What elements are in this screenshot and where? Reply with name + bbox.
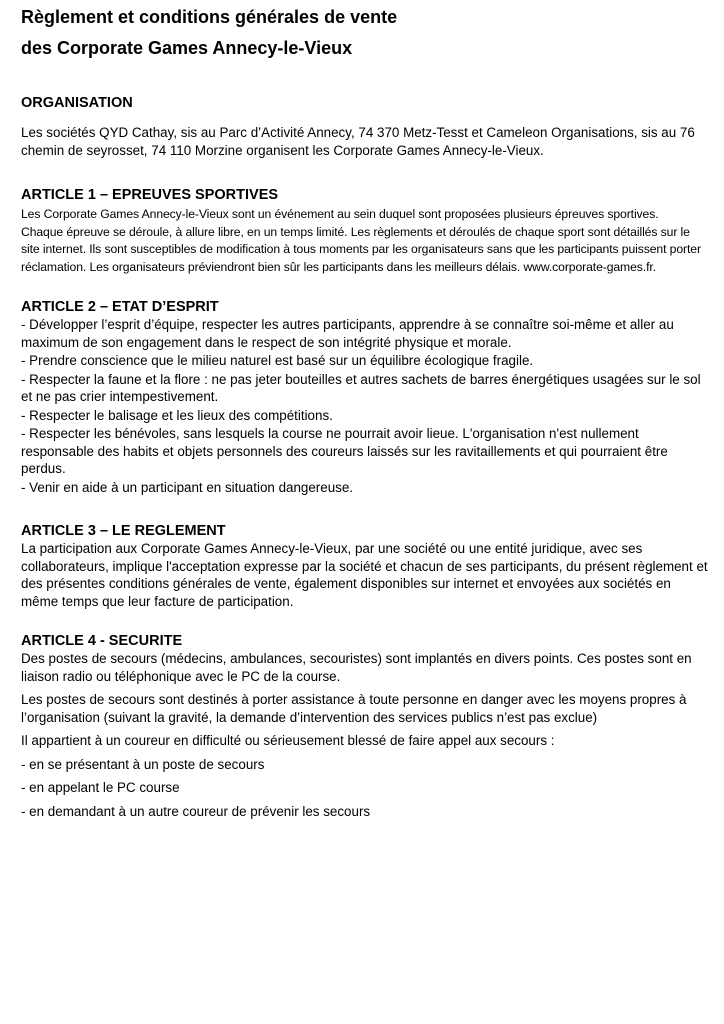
section-heading: ARTICLE 1 – EPREUVES SPORTIVES [21, 187, 279, 203]
paragraph: Les postes de secours sont destinés à porter assistance à toute personne en danger avec les moyens propres à l’organisation (suivant la gravité, la demande d’intervention des services publics n’est pas exclue) [21, 692, 687, 725]
paragraph: - Respecter le balisage et les lieux des compétitions. [21, 407, 333, 423]
paragraph: - Développer l’esprit d’équipe, respecter les autres participants, apprendre à se connaître soi-même et aller au maximum de son engagement dans le respect de son intégrité physique et morale. [21, 317, 674, 350]
paragraph: - Prendre conscience que le milieu naturel est basé sur un équilibre écologique fragile. [21, 353, 534, 368]
section-heading: ARTICLE 2 – ETAT D’ESPRIT [21, 299, 219, 315]
paragraph: - Respecter les bénévoles, sans lesquels la course ne pourrait avoir lieue. L'organisation n'est nullement responsable des habits et objets personnels des coureurs laissés sur les ravitaillements et qui pourraient être perdus. [21, 426, 668, 476]
document-title-line-1: Règlement et conditions générales de vente [21, 7, 398, 27]
paragraph: - en demandant à un autre coureur de prévenir les secours [21, 803, 371, 819]
paragraph: - Respecter la faune et la flore : ne pas jeter bouteilles et autres sachets de barres énergétiques usagées sur le sol et ne pas crier intempestivement. [21, 371, 701, 404]
paragraph: Les Corporate Games Annecy-le-Vieux sont un événement au sein duquel sont proposées plusieurs épreuves sportives. Chaque épreuve se déroule, à allure libre, en un temps limité. Les règlements et déroulés de chaque sport sont détaillés sur le site internet. Ils sont susceptibles de modification à tous moments par les organisateurs sans que les participants puissent porter réclamation. Les organisateurs préviendront bien sûr les participants dans les meilleurs délais. www.corporate-games.fr. [21, 207, 701, 274]
paragraph: - en se présentant à un poste de secours [21, 756, 265, 772]
paragraph: Les sociétés QYD Cathay, sis au Parc d’Activité Annecy, 74 370 Metz-Tesst et Cameleon Organisations, sis au 76 chemin de seyrosset, 74 110 Morzine organisent les Corporate Games Annecy-le-Vieux. [21, 125, 695, 158]
section-article-1 [21, 186, 710, 276]
section-article-3 [21, 522, 710, 610]
paragraph: Il appartient à un coureur en difficulté ou sérieusement blessé de faire appel aux secours : [21, 733, 555, 748]
section-heading: ORGANISATION [21, 95, 133, 111]
section-article-4 [21, 632, 710, 820]
paragraph: - en appelant le PC course [21, 780, 180, 795]
section-article-2 [21, 298, 710, 496]
paragraph: La participation aux Corporate Games Annecy-le-Vieux, par une société ou une entité juridique, avec ses collaborateurs, implique l'acceptation expresse par la société et chacun de ses participants, du présent règlement et des présentes conditions générales de vente, également disponibles sur internet et envoyées aux sociétés en même temps que leur facture de participation. [21, 541, 708, 609]
section-heading: ARTICLE 4 - SECURITE [21, 633, 183, 649]
section-organisation [21, 94, 710, 159]
paragraph: Des postes de secours (médecins, ambulances, secouristes) sont implantés en divers points. Ces postes sont en liaison radio ou téléphonique avec le PC de la course. [21, 651, 692, 684]
paragraph: - Venir en aide à un participant en situation dangereuse. [21, 479, 354, 495]
section-heading: ARTICLE 3 – LE REGLEMENT [21, 523, 226, 539]
document-title-line-2: des Corporate Games Annecy-le-Vieux [21, 38, 353, 58]
